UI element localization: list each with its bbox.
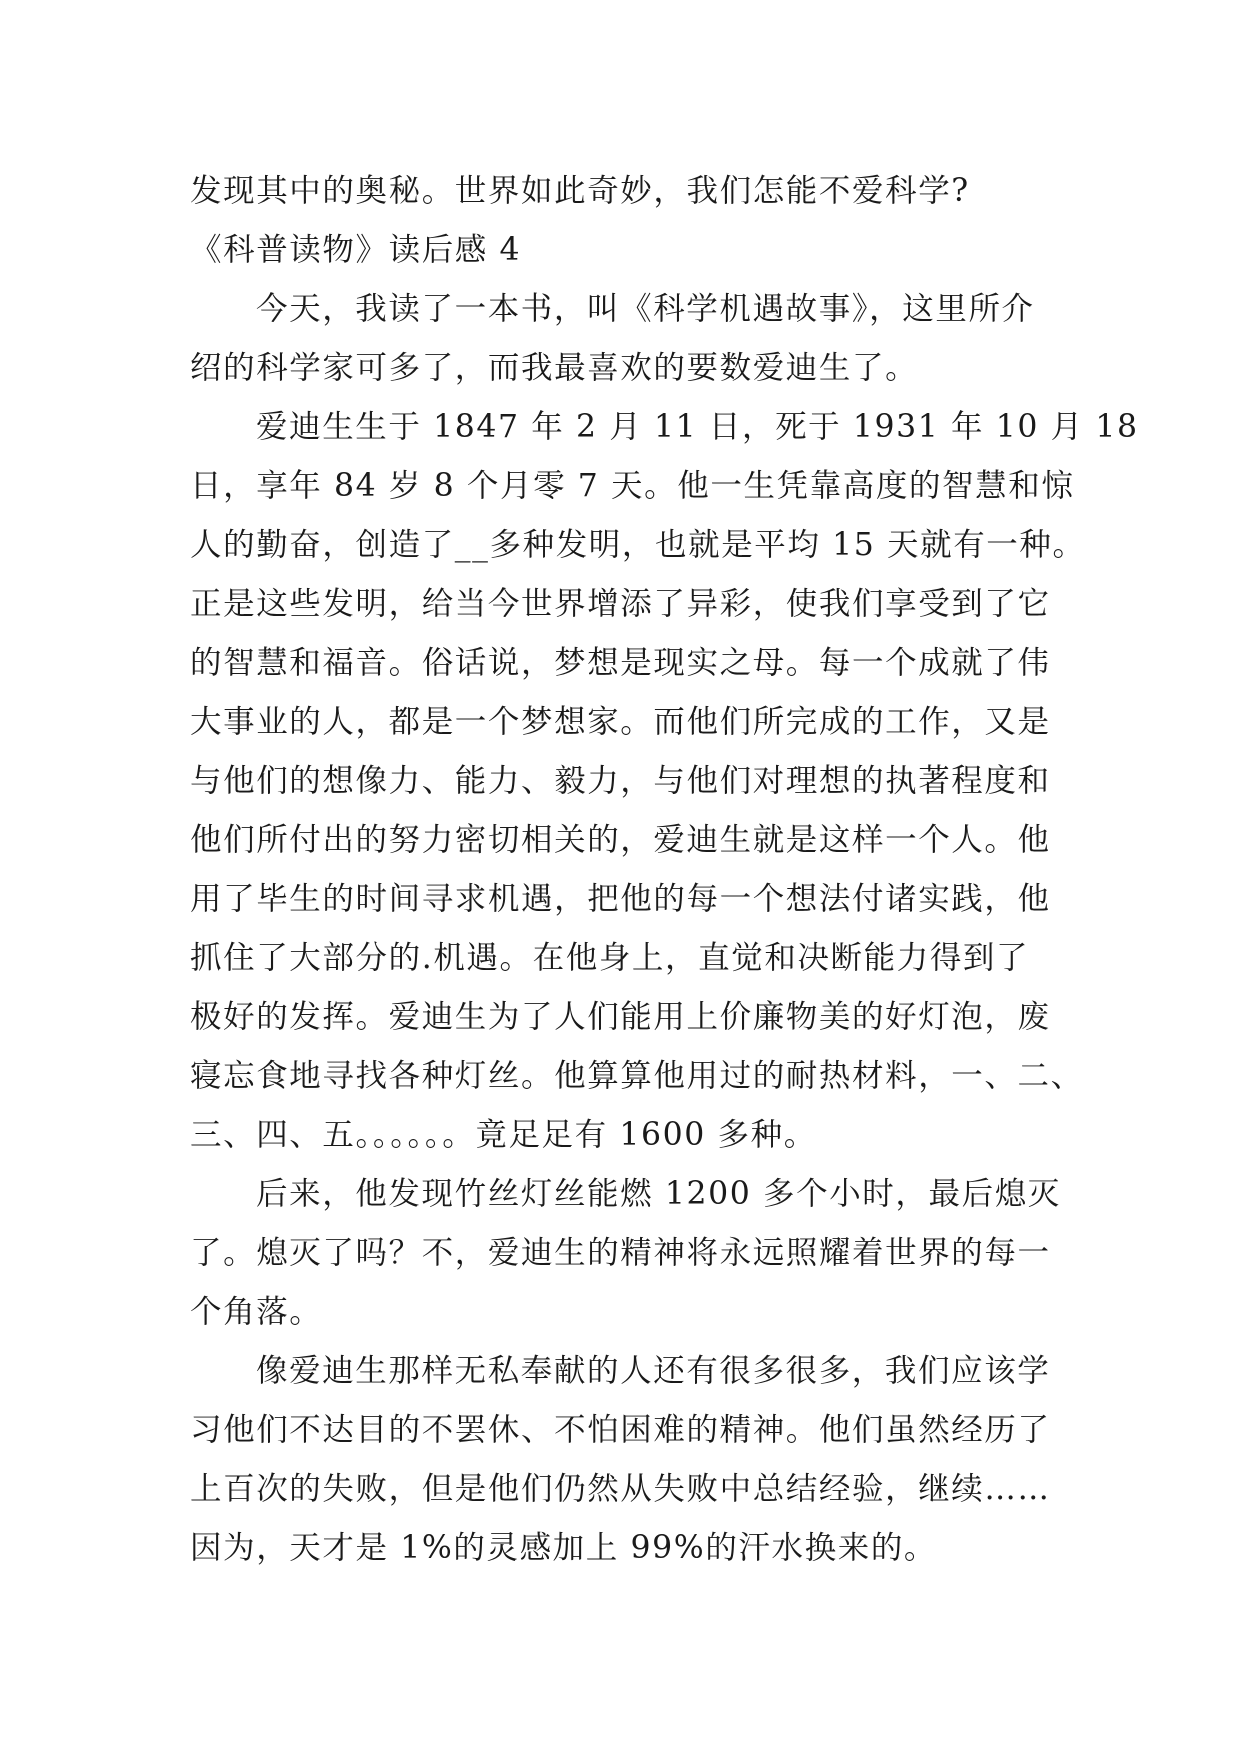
text-line: 大事业的人，都是一个梦想家。而他们所完成的工作，又是 (190, 704, 1051, 740)
text-line: 正是这些发明，给当今世界增添了异彩，使我们享受到了它 (190, 586, 1051, 622)
text-line: 后来，他发现竹丝灯丝能燃 1200 多个小时，最后熄灭 (256, 1176, 1061, 1212)
section-title: 《科普读物》读后感 4 (190, 232, 522, 268)
text-line: 上百次的失败，但是他们仍然从失败中总结经验，继续…… (190, 1471, 1051, 1507)
text-line: 日，享年 84 岁 8 个月零 7 天。他一生凭靠高度的智慧和惊 (190, 468, 1075, 504)
text-line: 的智慧和福音。俗话说，梦想是现实之母。每一个成就了伟 (190, 645, 1051, 681)
text-line: 像爱迪生那样无私奉献的人还有很多很多，我们应该学 (256, 1353, 1051, 1389)
text-line: 极好的发挥。爱迪生为了人们能用上价廉物美的好灯泡，废 (190, 999, 1051, 1035)
text-line: 个角落。 (190, 1294, 323, 1330)
text-line: 用了毕生的时间寻求机遇，把他的每一个想法付诸实践，他 (190, 881, 1051, 917)
text-line: 寝忘食地寻找各种灯丝。他算算他用过的耐热材料，一、二、 (190, 1058, 1084, 1094)
text-line: 习他们不达目的不罢休、不怕困难的精神。他们虽然经历了 (190, 1412, 1051, 1448)
text-line: 三、四、五。。。。。。竟足足有 1600 多种。 (190, 1117, 817, 1153)
text-line: 因为，天才是 1%的灵感加上 99%的汗水换来的。 (190, 1530, 938, 1566)
text-line: 抓住了大部分的.机遇。在他身上，直觉和决断能力得到了 (190, 940, 1030, 976)
text-line: 了。熄灭了吗？不，爱迪生的精神将永远照耀着世界的每一 (190, 1235, 1051, 1271)
document-body (190, 162, 1139, 1578)
text-line: 发现其中的奥秘。世界如此奇妙，我们怎能不爱科学? (190, 173, 970, 209)
text-line: 绍的科学家可多了，而我最喜欢的要数爱迪生了。 (190, 350, 919, 386)
text-line: 爱迪生生于 1847 年 2 月 11 日，死于 1931 年 10 月 18 (256, 409, 1139, 445)
text-line: 与他们的想像力、能力、毅力，与他们对理想的执著程度和 (190, 763, 1051, 799)
text-line: 今天，我读了一本书，叫《科学机遇故事》，这里所介 (256, 291, 1035, 327)
text-line: 人的勤奋，创造了__多种发明，也就是平均 15 天就有一种。 (190, 527, 1086, 563)
text-line: 他们所付出的努力密切相关的，爱迪生就是这样一个人。他 (190, 822, 1051, 858)
